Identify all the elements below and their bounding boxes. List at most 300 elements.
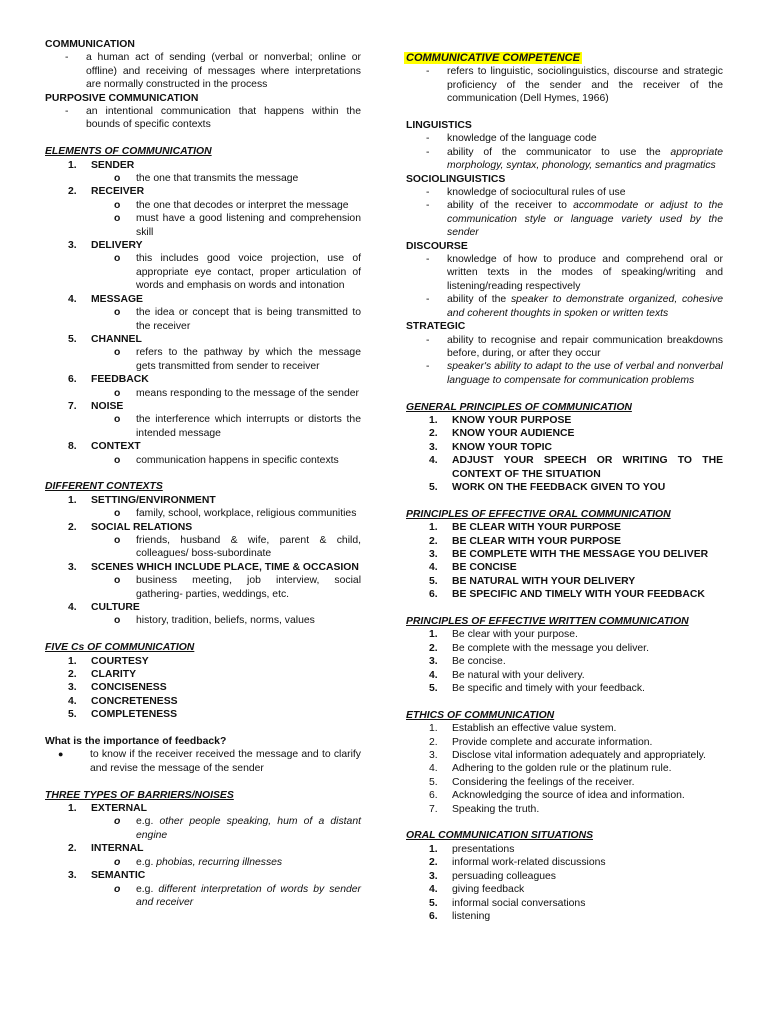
- elements-subitem: [45, 454, 361, 467]
- list-text: [452, 883, 723, 896]
- list-marker: 6.: [429, 910, 438, 922]
- elements-item: [45, 159, 361, 172]
- list-text: [452, 789, 723, 802]
- text-span: INTERNAL: [91, 843, 144, 855]
- list-text: [447, 146, 723, 173]
- list-marker: -: [426, 254, 430, 266]
- elements-subitem: [45, 199, 361, 212]
- text-span: Be concise.: [452, 656, 506, 668]
- list-marker: 3.: [68, 561, 77, 573]
- list-marker: o: [114, 347, 121, 359]
- text-span: Disclose vital information adequately and appropriately.: [452, 750, 706, 762]
- text-span: presentations: [452, 843, 515, 855]
- list-marker: 4.: [429, 562, 438, 574]
- list-marker: 1.: [429, 723, 438, 735]
- contexts-subitem: [45, 574, 361, 601]
- sociolinguistics-item: [406, 186, 723, 199]
- list-marker: -: [426, 334, 430, 346]
- list-marker: 3.: [68, 240, 77, 252]
- list-marker: 2.: [68, 521, 77, 533]
- list-text: [452, 427, 723, 440]
- oral-situations-item: [406, 856, 723, 869]
- list-marker: 3.: [429, 870, 438, 882]
- list-marker: -: [426, 133, 430, 145]
- text-span: to know if the receiver received the message and to clarify and revise the message of the sender: [90, 749, 361, 774]
- list-text: [452, 910, 723, 923]
- elements-item: [45, 185, 361, 198]
- text-span: this includes good voice projection, use of appropriate eye contact, proper articulation of words and emphasis on words and intonation: [136, 253, 361, 292]
- list-marker: 1.: [68, 803, 77, 815]
- general-principles-item: [406, 427, 723, 440]
- elements-subitem: [45, 346, 361, 373]
- list-marker: 5.: [68, 709, 77, 721]
- barrier-item: [45, 842, 361, 855]
- list-text: [136, 614, 361, 627]
- text-span: e.g.: [136, 856, 157, 868]
- text-span: refers to the pathway by which the message gets transmitted from sender to receiver: [136, 347, 361, 372]
- list-text: [91, 601, 361, 614]
- text-span: refers to linguistic, sociolinguistics, discourse and strategic proficiency of the sender and the receiver of the communication (Dell Hymes, 1966): [447, 66, 723, 105]
- list-marker: o: [114, 508, 121, 520]
- general-principles-item: [406, 481, 723, 494]
- list-marker: 5.: [429, 897, 438, 909]
- text-span: SEMANTIC: [91, 870, 146, 882]
- list-marker: o: [114, 199, 121, 211]
- sociolinguistics-title: SOCIOLINGUISTICS: [406, 173, 506, 185]
- list-text: [91, 668, 361, 681]
- list-marker: ●: [58, 749, 64, 760]
- text-span: an intentional communication that happens within the bounds of specific contexts: [86, 106, 361, 131]
- written-principles-item: [406, 642, 723, 655]
- purposive-title: PURPOSIVE COMMUNICATION: [45, 92, 199, 104]
- list-marker: 2.: [429, 642, 438, 654]
- list-text: [452, 535, 723, 548]
- list-marker: 4.: [429, 763, 438, 775]
- oral-principles-item: [406, 521, 723, 534]
- list-text: [447, 132, 723, 145]
- list-text: [452, 575, 723, 588]
- list-text: [136, 252, 361, 292]
- list-text: [452, 776, 723, 789]
- text-span: ADJUST YOUR SPEECH OR WRITING TO THE CONTEXT OF THE SITUATION: [452, 455, 723, 480]
- list-marker: -: [426, 187, 430, 199]
- text-span: FEEDBACK: [91, 374, 149, 386]
- strategic-item: [406, 334, 723, 361]
- text-span: SENDER: [91, 159, 135, 171]
- list-text: [136, 507, 361, 520]
- list-text: [91, 802, 361, 815]
- barrier-example: [45, 883, 361, 910]
- text-span: BE SPECIFIC AND TIMELY WITH YOUR FEEDBACK: [452, 589, 705, 601]
- list-text: [91, 293, 361, 306]
- text-span: Adhering to the golden rule or the platinum rule.: [452, 763, 672, 775]
- list-text: [452, 843, 723, 856]
- text-span: KNOW YOUR AUDIENCE: [452, 428, 575, 440]
- contexts-subitem: [45, 614, 361, 627]
- list-text: [136, 454, 361, 467]
- list-text: [447, 65, 723, 105]
- oral-situations-item: [406, 897, 723, 910]
- list-marker: -: [426, 361, 430, 373]
- text-span: COMPLETENESS: [91, 709, 178, 721]
- list-marker: 6.: [68, 374, 77, 386]
- list-text: [452, 870, 723, 883]
- list-marker: 2.: [68, 843, 77, 855]
- list-marker: 1.: [429, 414, 438, 426]
- list-text: [452, 722, 723, 735]
- barrier-item: [45, 869, 361, 882]
- elements-item: [45, 373, 361, 386]
- text-span: speaker to demonstrate organized, cohesive and coherent thoughts in spoken or written texts: [447, 294, 723, 319]
- ethics-item: [406, 776, 723, 789]
- text-span: knowledge of how to produce and comprehend oral or written texts in the modes of speaking/writing and listening/reading respectively: [447, 254, 723, 292]
- list-marker: -: [426, 146, 430, 158]
- list-marker: o: [114, 307, 121, 319]
- right-column: [406, 38, 723, 923]
- ethics-item: [406, 789, 723, 802]
- linguistics-item: [406, 132, 723, 145]
- list-text: [447, 253, 723, 293]
- list-text: [91, 869, 361, 882]
- contexts-subitem: [45, 507, 361, 520]
- text-span: WORK ON THE FEEDBACK GIVEN TO YOU: [452, 481, 666, 493]
- text-span: communication happens in specific contexts: [136, 454, 339, 466]
- list-text: [452, 655, 723, 668]
- list-text: [136, 199, 361, 212]
- list-text: [452, 481, 723, 494]
- text-span: history, tradition, beliefs, norms, values: [136, 615, 315, 627]
- elements-subitem: [45, 172, 361, 185]
- list-marker: 2.: [429, 428, 438, 440]
- text-span: Speaking the truth.: [452, 803, 540, 815]
- list-text: [136, 172, 361, 185]
- oral-principles-item: [406, 548, 723, 561]
- list-marker: 4.: [68, 695, 77, 707]
- text-span: knowledge of sociocultural rules of use: [447, 187, 626, 199]
- list-text: [452, 749, 723, 762]
- communication-title: COMMUNICATION: [45, 39, 135, 50]
- list-text: [91, 333, 361, 346]
- list-marker: 5.: [429, 575, 438, 587]
- contexts-title: DIFFERENT CONTEXTS: [45, 481, 163, 493]
- text-span: CONCISENESS: [91, 682, 167, 694]
- list-marker: o: [114, 414, 121, 426]
- text-span: means responding to the message of the sender: [136, 387, 359, 399]
- list-marker: 5.: [429, 481, 438, 493]
- text-span: RECEIVER: [91, 186, 145, 198]
- list-marker: 3.: [68, 682, 77, 694]
- elements-subitem: [45, 413, 361, 440]
- list-text: [452, 762, 723, 775]
- list-text: [452, 682, 723, 695]
- text-span: ability of the communicator to use the: [447, 146, 671, 158]
- contexts-subitem: [45, 534, 361, 561]
- general-principles-item: [406, 441, 723, 454]
- list-marker: -: [65, 52, 69, 64]
- text-span: DELIVERY: [91, 240, 143, 252]
- purposive-definition: [45, 105, 361, 132]
- list-marker: 4.: [429, 884, 438, 896]
- text-span: Be natural with your delivery.: [452, 669, 585, 681]
- competence-definition: [406, 65, 723, 105]
- list-marker: 2.: [68, 186, 77, 198]
- list-marker: 3.: [429, 441, 438, 453]
- list-text: [91, 373, 361, 386]
- barriers-title: THREE TYPES OF BARRIERS/NOISES: [45, 789, 234, 801]
- list-marker: -: [65, 106, 69, 118]
- list-text: [452, 561, 723, 574]
- text-span: giving feedback: [452, 884, 525, 896]
- list-text: [447, 360, 723, 387]
- ethics-item: [406, 749, 723, 762]
- text-span: SETTING/ENVIRONMENT: [91, 494, 216, 506]
- text-span: Provide complete and accurate information.: [452, 736, 653, 748]
- text-span: BE CLEAR WITH YOUR PURPOSE: [452, 522, 621, 534]
- list-text: [452, 669, 723, 682]
- list-marker: 4.: [68, 602, 77, 614]
- list-marker: 2.: [429, 535, 438, 547]
- text-span: other people speaking, hum of a distant engine: [136, 816, 361, 841]
- feedback-answer: [45, 748, 361, 775]
- list-text: [91, 561, 361, 574]
- list-text: [136, 815, 361, 842]
- written-principles-title: PRINCIPLES OF EFFECTIVE WRITTEN COMMUNICATION: [406, 616, 689, 627]
- list-marker: 2.: [429, 736, 438, 748]
- list-text: [91, 185, 361, 198]
- elements-subitem: [45, 252, 361, 292]
- list-marker: o: [114, 454, 121, 466]
- list-marker: o: [114, 387, 121, 399]
- discourse-title: DISCOURSE: [406, 240, 468, 252]
- contexts-item: [45, 521, 361, 534]
- list-marker: 2.: [68, 669, 77, 681]
- text-span: KNOW YOUR TOPIC: [452, 441, 553, 453]
- list-text: [91, 695, 361, 708]
- list-text: [91, 521, 361, 534]
- list-text: [86, 105, 361, 132]
- elements-item: [45, 293, 361, 306]
- general-principles-item: [406, 454, 723, 481]
- text-span: informal social conversations: [452, 897, 586, 909]
- elements-item: [45, 333, 361, 346]
- text-span: Considering the feelings of the receiver.: [452, 776, 635, 788]
- text-span: the idea or concept that is being transmitted to the receiver: [136, 307, 361, 332]
- text-span: BE CONCISE: [452, 562, 517, 574]
- list-text: [136, 883, 361, 910]
- list-marker: 7.: [429, 803, 438, 815]
- left-column: [45, 38, 361, 909]
- oral-situations-item: [406, 910, 723, 923]
- text-span: Be complete with the message you deliver.: [452, 642, 649, 654]
- list-text: [447, 186, 723, 199]
- oral-situations-item: [406, 870, 723, 883]
- text-span: COURTESY: [91, 655, 149, 667]
- list-marker: 1.: [429, 522, 438, 534]
- text-span: speaker's ability to adapt to the use of verbal and nonverbal language to compensate for communication problems: [447, 361, 723, 386]
- text-span: informal work-related discussions: [452, 857, 606, 869]
- oral-situations-item: [406, 843, 723, 856]
- list-marker: 5.: [429, 776, 438, 788]
- text-span: the one that decodes or interpret the message: [136, 199, 349, 211]
- text-span: accommodate or adjust to the communication style or language variety used by the sender: [447, 200, 724, 239]
- sociolinguistics-item: [406, 199, 723, 239]
- ethics-title: ETHICS OF COMMUNICATION: [406, 709, 555, 721]
- text-span: CLARITY: [91, 669, 137, 681]
- elements-subitem: [45, 212, 361, 239]
- list-text: [91, 655, 361, 668]
- list-marker: 1.: [429, 629, 438, 641]
- list-marker: 5.: [68, 333, 77, 345]
- list-text: [90, 748, 361, 775]
- general-principles-title: GENERAL PRINCIPLES OF COMMUNICATION: [406, 401, 632, 413]
- list-marker: o: [114, 575, 121, 587]
- five-cs-item: [45, 681, 361, 694]
- competence-title: [406, 52, 723, 65]
- list-text: [136, 413, 361, 440]
- text-span: NOISE: [91, 400, 124, 412]
- text-span: Be specific and timely with your feedback.: [452, 683, 645, 695]
- oral-principles-item: [406, 535, 723, 548]
- list-text: [447, 334, 723, 361]
- oral-situations-item: [406, 883, 723, 896]
- strategic-item: [406, 360, 723, 387]
- list-marker: 1.: [68, 494, 77, 506]
- list-text: [452, 897, 723, 910]
- list-marker: 7.: [68, 400, 77, 412]
- text-span: BE CLEAR WITH YOUR PURPOSE: [452, 535, 621, 547]
- list-marker: 1.: [68, 655, 77, 667]
- list-marker: 6.: [429, 589, 438, 601]
- five-cs-item: [45, 668, 361, 681]
- oral-principles-item: [406, 575, 723, 588]
- text-span: appropriate morphology, syntax, phonology, semantics and pragmatics: [447, 146, 723, 172]
- written-principles-item: [406, 669, 723, 682]
- list-text: [452, 628, 723, 641]
- text-span: BE COMPLETE WITH THE MESSAGE YOU DELIVER: [452, 548, 709, 560]
- list-marker: 1.: [429, 843, 438, 855]
- list-marker: 4.: [429, 455, 438, 467]
- list-marker: o: [114, 173, 121, 185]
- list-text: [452, 454, 723, 481]
- list-text: [91, 239, 361, 252]
- list-text: [452, 548, 723, 561]
- list-marker: 3.: [429, 548, 438, 560]
- communication-definition: [45, 51, 361, 91]
- list-marker: o: [114, 615, 121, 627]
- list-marker: 2.: [429, 857, 438, 869]
- list-marker: o: [114, 253, 121, 265]
- list-text: [91, 400, 361, 413]
- oral-principles-item: [406, 561, 723, 574]
- text-span: ability of the: [447, 294, 511, 306]
- text-span: CONTEXT: [91, 441, 141, 453]
- text-span: e.g.: [136, 816, 160, 828]
- barrier-item: [45, 802, 361, 815]
- text-span: ability to recognise and repair communication breakdowns before, during, or after they occur: [447, 334, 723, 359]
- list-text: [452, 856, 723, 869]
- list-text: [91, 440, 361, 453]
- list-marker: o: [114, 535, 121, 546]
- ethics-item: [406, 736, 723, 749]
- list-marker: 6.: [429, 790, 438, 802]
- five-cs-item: [45, 708, 361, 721]
- elements-item: [45, 400, 361, 413]
- text-span: must have a good listening and comprehension skill: [136, 213, 361, 238]
- competence-title-highlight: COMMUNICATIVE COMPETENCE: [406, 52, 580, 64]
- linguistics-item: [406, 146, 723, 173]
- list-marker: o: [114, 883, 121, 895]
- five-cs-title: FIVE Cs OF COMMUNICATION: [45, 642, 195, 654]
- text-span: e.g.: [136, 883, 159, 895]
- list-text: [91, 494, 361, 507]
- list-text: [452, 521, 723, 534]
- list-marker: 3.: [429, 656, 438, 668]
- list-text: [91, 842, 361, 855]
- five-cs-item: [45, 695, 361, 708]
- discourse-item: [406, 253, 723, 293]
- elements-subitem: [45, 387, 361, 400]
- text-span: Establish an effective value system.: [452, 723, 617, 735]
- list-text: [447, 199, 723, 239]
- written-principles-item: [406, 682, 723, 695]
- text-span: listening: [452, 910, 491, 922]
- list-text: [91, 159, 361, 172]
- list-text: [91, 708, 361, 721]
- text-span: KNOW YOUR PURPOSE: [452, 414, 572, 426]
- list-text: [452, 441, 723, 454]
- general-principles-item: [406, 414, 723, 427]
- list-marker: o: [114, 213, 121, 225]
- barrier-example: [45, 856, 361, 869]
- text-span: SOCIAL RELATIONS: [91, 521, 193, 533]
- text-span: Acknowledging the source of idea and information.: [452, 790, 685, 802]
- list-text: [452, 414, 723, 427]
- ethics-item: [406, 762, 723, 775]
- list-text: [136, 574, 361, 601]
- oral-situations-title: ORAL COMMUNICATION SITUATIONS: [406, 830, 594, 842]
- contexts-item: [45, 494, 361, 507]
- list-text: [86, 51, 361, 91]
- elements-item: [45, 440, 361, 453]
- list-text: [136, 387, 361, 400]
- list-text: [136, 534, 361, 561]
- text-span: BE NATURAL WITH YOUR DELIVERY: [452, 575, 636, 587]
- ethics-item: [406, 803, 723, 816]
- contexts-item: [45, 601, 361, 614]
- contexts-item: [45, 561, 361, 574]
- linguistics-title: LINGUISTICS: [406, 120, 472, 132]
- text-span: persuading colleagues: [452, 870, 556, 882]
- list-text: [136, 306, 361, 333]
- text-span: knowledge of the language code: [447, 133, 597, 145]
- list-marker: -: [426, 294, 430, 306]
- feedback-question: What is the importance of feedback?: [45, 736, 227, 748]
- text-span: CHANNEL: [91, 333, 142, 345]
- text-span: EXTERNAL: [91, 803, 147, 815]
- written-principles-item: [406, 655, 723, 668]
- list-marker: 4.: [68, 293, 77, 305]
- list-text: [447, 293, 723, 320]
- text-span: CULTURE: [91, 602, 140, 614]
- list-text: [452, 642, 723, 655]
- text-span: different interpretation of words by sender and receiver: [136, 883, 361, 908]
- elements-item: [45, 239, 361, 252]
- list-marker: o: [114, 856, 121, 868]
- text-span: the one that transmits the message: [136, 173, 299, 185]
- list-marker: o: [114, 816, 121, 828]
- list-marker: 3.: [68, 870, 77, 882]
- list-marker: -: [426, 200, 430, 212]
